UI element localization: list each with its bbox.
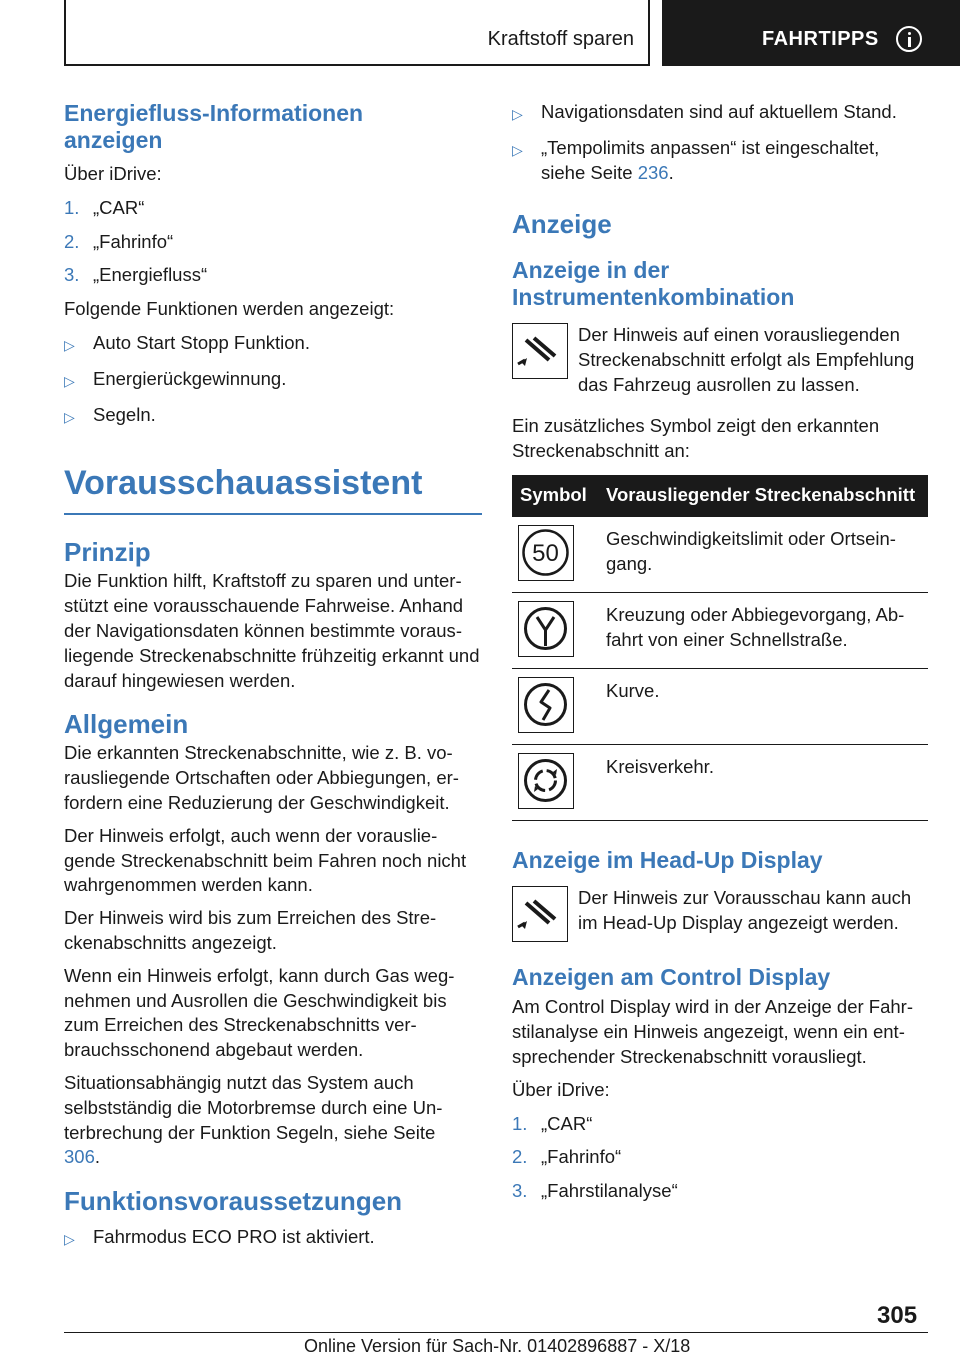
hud-hint-block <box>512 886 928 942</box>
header-section-box <box>64 0 650 66</box>
chapter-label: FAHRTIPPS <box>762 28 879 50</box>
step-text: „CAR“ <box>93 196 145 218</box>
right-column <box>512 100 928 1204</box>
heading-instrument-cluster: Anzeige in der Instrumentenkombination <box>512 257 795 311</box>
row-text: Kreuzung oder Abbiegevorgang, Abfahrt von einer Schnellstraße. <box>606 604 905 651</box>
list-item <box>64 331 482 358</box>
section-title: Kraftstoff sparen <box>487 28 634 50</box>
curve-icon <box>518 677 574 733</box>
column-header-symbol: Symbol <box>520 484 587 506</box>
instrument-hint-block <box>512 323 928 397</box>
list-item <box>512 1179 928 1204</box>
allgemein-paragraph: Wenn ein Hinweis erfolgt, kann durch Gas wegnehmen und Ausrollen die Geschwindigkeit bis zum Erreichen des Streckenabschnitts verbrauchsschonend abgebaut werden. <box>64 964 455 1061</box>
step-number: 2. <box>512 1146 528 1168</box>
step-number: 2. <box>64 230 80 252</box>
table-row <box>512 517 928 593</box>
prinzip-text: Die Funktion hilft, Kraftstoff zu sparen und unterstützt eine vorausschauende Fahrweise. Anhand der Navigationsdaten können bestimmte vorausliegende Streckenabschnitte frühzeitig erkannt und darauf hingewiesen werden. <box>64 570 480 691</box>
heading-energy-flow: Energiefluss-Informationen anzeigen <box>64 100 364 153</box>
heading-allgemein: Allgemein <box>64 709 189 740</box>
bullet-text: Fahrmodus ECO PRO ist aktiviert. <box>93 1226 375 1248</box>
roundabout-icon <box>518 753 574 809</box>
page-link[interactable]: 236 <box>637 161 669 183</box>
requirements-list <box>64 1225 482 1252</box>
list-item <box>64 367 482 394</box>
speed-limit-50-icon <box>518 525 574 581</box>
bullet-triangle-icon: ▷ <box>512 106 523 122</box>
list-item <box>64 230 482 255</box>
row-text: Kurve. <box>606 680 660 702</box>
list-item <box>64 263 482 288</box>
bullet-text-part: „Tempolimits anpassen“ ist eingeschaltet, siehe Seite <box>541 136 880 183</box>
coasting-hint-icon <box>512 323 568 379</box>
step-text: „Fahrstilanalyse“ <box>541 1180 678 1202</box>
bullet-text: Auto Start Stopp Funktion. <box>93 331 310 353</box>
list-item <box>64 196 482 221</box>
symbol-cell <box>512 677 606 734</box>
step-text: „CAR“ <box>541 1112 593 1134</box>
table-header <box>512 475 928 517</box>
step-number: 3. <box>64 264 80 286</box>
step-text: „Energiefluss“ <box>93 264 208 286</box>
bullet-triangle-icon: ▷ <box>512 141 523 158</box>
column-header-section: Vorausliegender Streckenabschnitt <box>606 484 916 506</box>
heading-main: Vorausschauassistent <box>64 461 482 515</box>
bullet-text: Segeln. <box>93 403 156 425</box>
footer-divider <box>64 1332 928 1333</box>
requirements-list-cont <box>512 100 928 185</box>
list-item <box>512 1145 928 1170</box>
row-text: Geschwindigkeitslimit oder Ortseingang. <box>606 528 896 575</box>
step-text: „Fahrinfo“ <box>541 1146 622 1168</box>
bullet-triangle-icon: ▷ <box>64 1231 75 1248</box>
step-text: „Fahrinfo“ <box>93 230 174 252</box>
junction-icon <box>518 601 574 657</box>
control-display-text: Am Control Display wird in der Anzeige der Fahrstilanalyse ein Hinweis angezeigt, wenn ein entsprechender Streckenabschnitt vorausliegt. <box>512 996 914 1067</box>
heading-hud: Anzeige im Head-Up Display <box>512 847 823 874</box>
allgemein-paragraph: Die erkannten Streckenabschnitte, wie z. B. vorausliegende Ortschaften oder Abbiegungen, erfordern eine Reduzierung der Geschwindigkeit. <box>64 742 459 813</box>
heading-prinzip: Prinzip <box>64 537 151 568</box>
paragraph-text: . <box>94 1146 101 1168</box>
bullet-text: Navigationsdaten sind auf aktuellem Stand. <box>541 101 897 122</box>
symbol-cell <box>512 601 606 658</box>
bullet-text: Energierückgewinnung. <box>93 367 287 389</box>
speed-limit-number: 50 <box>532 540 559 568</box>
table-row <box>512 669 928 745</box>
symbol-table <box>512 475 928 821</box>
symbol-intro: Ein zusätzliches Symbol zeigt den erkannten Streckenabschnitt an: <box>512 414 880 461</box>
step-number: 1. <box>512 1112 528 1134</box>
allgemein-paragraph: Der Hinweis erfolgt, auch wenn der vorausliegende Streckenabschnitt beim Fahren noch nicht wahrgenommen werden kann. <box>64 824 467 896</box>
symbol-cell <box>512 753 606 810</box>
steps-list <box>512 1112 928 1204</box>
page-number: 305 <box>877 1302 918 1329</box>
online-version-text: Online Version für Sach-Nr. 01402896887 - X/18 <box>304 1336 691 1356</box>
instrument-hint-text: Der Hinweis auf einen vorausliegenden Streckenabschnitt erfolgt als Empfehlung das Fahrzeug ausrollen zu lassen. <box>578 324 915 395</box>
steps-list <box>64 196 482 288</box>
heading-anzeige: Anzeige <box>512 209 612 240</box>
coasting-hint-icon <box>512 886 568 942</box>
info-icon <box>896 26 922 52</box>
table-row <box>512 593 928 669</box>
list-item <box>512 136 928 186</box>
bullet-triangle-icon: ▷ <box>64 372 75 389</box>
table-row <box>512 745 928 821</box>
step-number: 3. <box>512 1180 528 1202</box>
heading-voraussetzungen: Funktionsvoraussetzungen <box>64 1186 403 1217</box>
via-idrive-label: Über iDrive: <box>64 163 162 184</box>
bullet-triangle-icon: ▷ <box>64 408 75 425</box>
bullet-triangle-icon: ▷ <box>64 336 75 353</box>
step-number: 1. <box>64 196 80 218</box>
allgemein-paragraph: Der Hinweis wird bis zum Erreichen des Streckenabschnitts angezeigt. <box>64 907 437 953</box>
hud-hint-text: Der Hinweis zur Vorausschau kann auch im Head-Up Display angezeigt werden. <box>578 887 912 934</box>
list-item <box>512 1112 928 1137</box>
via-idrive-label: Über iDrive: <box>512 1078 610 1100</box>
functions-list <box>64 331 482 429</box>
row-text: Kreisverkehr. <box>606 756 714 778</box>
list-item <box>512 100 928 127</box>
functions-intro: Folgende Funktionen werden angezeigt: <box>64 298 395 320</box>
chapter-tab[interactable] <box>662 0 960 66</box>
bullet-text-part: . <box>668 161 674 183</box>
heading-control-display: Anzeigen am Control Display <box>512 964 831 991</box>
symbol-cell <box>512 525 606 582</box>
list-item <box>64 1225 482 1252</box>
bullet-text <box>541 136 911 186</box>
allgemein-paragraph <box>64 1071 464 1170</box>
page-link[interactable]: 306 <box>64 1146 95 1168</box>
left-column <box>64 100 482 1252</box>
list-item <box>64 403 482 430</box>
paragraph-text: Situationsabhängig nutzt das System auch selbstständig die Motorbremse durch eine Unterbrechung der Funktion Segeln, siehe Seite <box>64 1071 443 1143</box>
